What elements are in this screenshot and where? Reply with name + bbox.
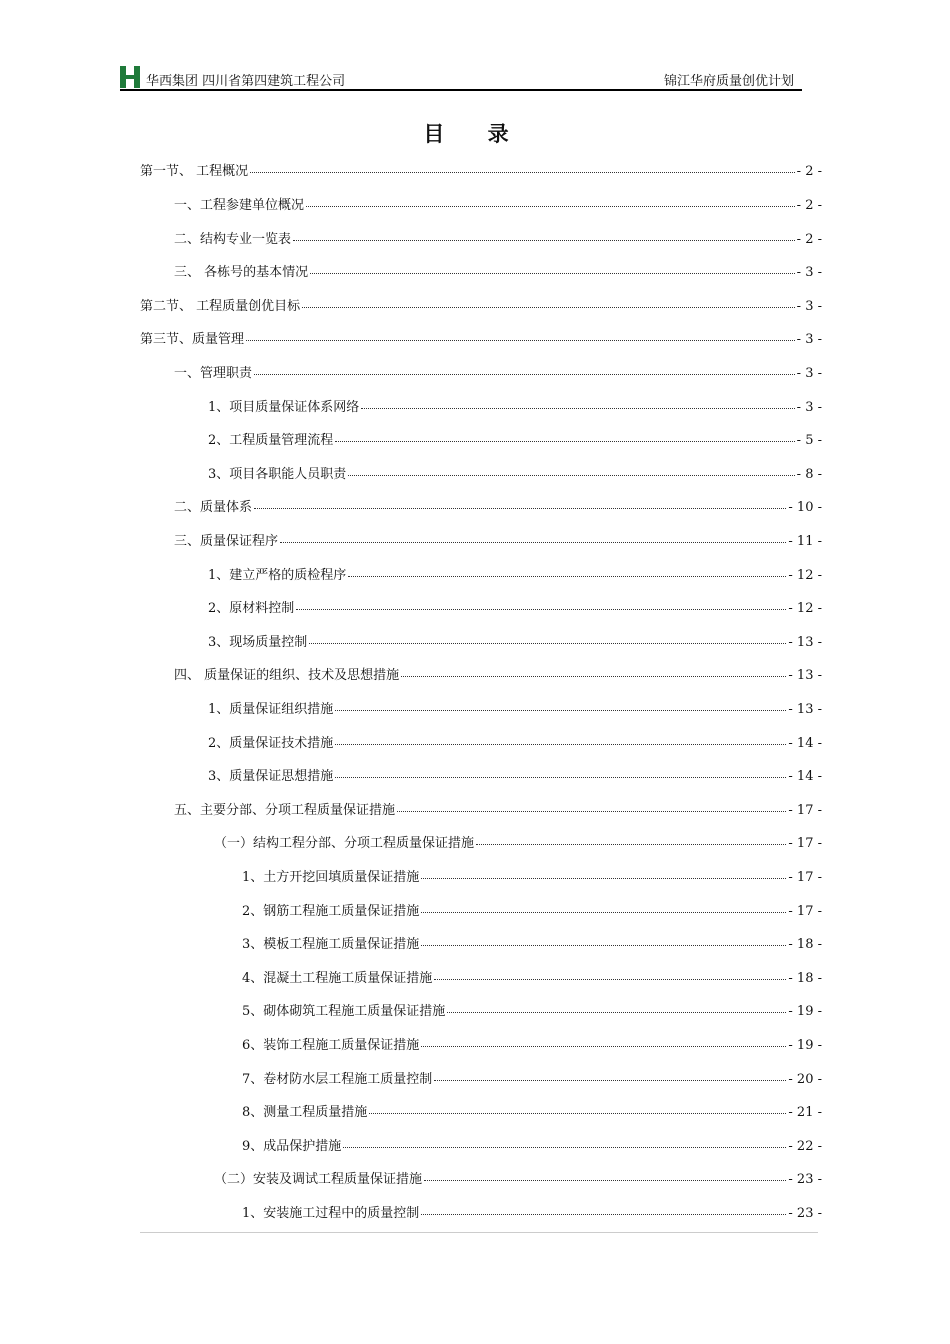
toc-entry[interactable] xyxy=(214,832,822,850)
toc-entry-page: - 3 - xyxy=(796,299,822,314)
toc-entry-page: - 12 - xyxy=(788,601,822,616)
toc-entry-page: - 23 - xyxy=(788,1172,822,1187)
toc-entry-page: - 3 - xyxy=(796,400,822,415)
toc-entry-page: - 2 - xyxy=(796,232,822,247)
toc-entry[interactable] xyxy=(242,933,822,951)
toc-leader xyxy=(476,835,786,845)
toc-entry-label: 1、质量保证组织措施 xyxy=(208,702,334,717)
toc-entry-page: - 2 - xyxy=(796,198,822,213)
toc-entry-page: - 23 - xyxy=(788,1206,822,1221)
toc-entry[interactable] xyxy=(242,900,822,918)
toc-leader xyxy=(421,903,786,913)
toc-entry-label: 三、 各栋号的基本情况 xyxy=(174,265,309,280)
page-bottom-divider xyxy=(140,1232,818,1233)
toc-entry-label: 一、管理职责 xyxy=(174,366,253,381)
toc-entry[interactable] xyxy=(242,1101,822,1119)
toc-leader xyxy=(254,499,786,509)
toc-entry[interactable] xyxy=(208,698,822,716)
toc-leader xyxy=(434,970,786,980)
toc-entry-label: 5、砌体砌筑工程施工质量保证措施 xyxy=(242,1004,446,1019)
toc-entry-label: 第一节、 工程概况 xyxy=(140,164,249,179)
toc-entry-page: - 8 - xyxy=(796,467,822,482)
toc-entry-page: - 17 - xyxy=(788,803,822,818)
toc-entry[interactable] xyxy=(140,328,822,346)
toc-leader xyxy=(369,1104,786,1114)
toc-leader xyxy=(421,936,786,946)
toc-entry[interactable] xyxy=(208,396,822,414)
toc-entry-page: - 17 - xyxy=(788,870,822,885)
toc-leader xyxy=(293,231,795,241)
toc-entry-label: 3、模板工程施工质量保证措施 xyxy=(242,937,420,952)
toc-leader xyxy=(306,197,795,207)
toc-entry[interactable] xyxy=(242,1068,822,1086)
toc-entry-label: 9、成品保护措施 xyxy=(242,1139,342,1154)
toc-entry[interactable] xyxy=(174,496,822,514)
toc-entry-label: 6、装饰工程施工质量保证措施 xyxy=(242,1038,420,1053)
toc-entry[interactable] xyxy=(208,429,822,447)
toc-entry-label: 7、卷材防水层工程施工质量控制 xyxy=(242,1072,433,1087)
toc-entry-label: 2、钢筋工程施工质量保证措施 xyxy=(242,904,420,919)
toc-entry-page: - 3 - xyxy=(796,366,822,381)
toc-entry[interactable] xyxy=(208,564,822,582)
toc-leader xyxy=(254,365,795,375)
toc-entry-label: 二、质量体系 xyxy=(174,500,253,515)
toc-entry-label: （一）结构工程分部、分项工程质量保证措施 xyxy=(214,836,475,851)
toc-entry-label: 4、混凝土工程施工质量保证措施 xyxy=(242,971,433,986)
toc-leader xyxy=(447,1003,786,1013)
toc-leader xyxy=(421,869,786,879)
toc-entry[interactable] xyxy=(174,228,822,246)
toc-entry-label: 第三节、质量管理 xyxy=(140,332,245,347)
toc-entry[interactable] xyxy=(242,1135,822,1153)
toc-entry-page: - 2 - xyxy=(796,164,822,179)
toc-leader xyxy=(424,1171,786,1181)
toc-entry[interactable] xyxy=(242,1000,822,1018)
toc-entry-label: 1、建立严格的质检程序 xyxy=(208,568,347,583)
toc-leader xyxy=(335,701,786,711)
toc-entry-label: 五、主要分部、分项工程质量保证措施 xyxy=(174,803,396,818)
toc-entry[interactable] xyxy=(214,1168,822,1186)
toc-entry[interactable] xyxy=(140,160,822,178)
toc-entry-label: 2、原材料控制 xyxy=(208,601,295,616)
toc-entry-page: - 18 - xyxy=(788,971,822,986)
toc-leader xyxy=(250,163,795,173)
toc-entry-page: - 11 - xyxy=(788,534,822,549)
toc-entry-page: - 13 - xyxy=(788,702,822,717)
toc-leader xyxy=(296,600,786,610)
toc-entry[interactable] xyxy=(208,597,822,615)
toc-entry-page: - 21 - xyxy=(788,1105,822,1120)
toc-leader xyxy=(348,567,786,577)
toc-leader xyxy=(401,667,786,677)
toc-title: 目 录 xyxy=(423,121,527,146)
toc-leader xyxy=(348,466,794,476)
toc-entry-label: 第二节、 工程质量创优目标 xyxy=(140,299,301,314)
toc-entry[interactable] xyxy=(242,866,822,884)
toc-entry-label: 四、 质量保证的组织、技术及思想措施 xyxy=(174,668,400,683)
toc-entry[interactable] xyxy=(208,631,822,649)
toc-entry-page: - 5 - xyxy=(796,433,822,448)
toc-leader xyxy=(421,1037,786,1047)
toc-entry-page: - 22 - xyxy=(788,1139,822,1154)
toc-entry-page: - 14 - xyxy=(788,769,822,784)
toc-leader xyxy=(397,802,786,812)
toc-leader xyxy=(335,735,786,745)
toc-leader xyxy=(246,331,795,341)
toc-entry-page: - 10 - xyxy=(788,500,822,515)
toc-leader xyxy=(421,1205,786,1215)
toc-entry-page: - 20 - xyxy=(788,1072,822,1087)
toc-entry[interactable] xyxy=(174,362,822,380)
toc-entry-page: - 19 - xyxy=(788,1004,822,1019)
toc-entry[interactable] xyxy=(174,530,822,548)
toc-entry-page: - 13 - xyxy=(788,635,822,650)
toc-entry-label: 三、质量保证程序 xyxy=(174,534,279,549)
toc-entry-label: 一、工程参建单位概况 xyxy=(174,198,305,213)
toc-entry-page: - 18 - xyxy=(788,937,822,952)
toc-entry[interactable] xyxy=(242,967,822,985)
toc-leader xyxy=(302,298,795,308)
toc-entry[interactable] xyxy=(174,194,822,212)
toc-leader xyxy=(343,1138,786,1148)
toc-entry-label: 二、结构专业一览表 xyxy=(174,232,292,247)
toc-entry-label: 1、安装施工过程中的质量控制 xyxy=(242,1206,420,1221)
toc-entry-page: - 14 - xyxy=(788,736,822,751)
toc-entry[interactable] xyxy=(208,765,822,783)
toc-entry-label: 3、现场质量控制 xyxy=(208,635,308,650)
toc-entry-label: 1、土方开挖回填质量保证措施 xyxy=(242,870,420,885)
toc-entry[interactable] xyxy=(140,295,822,313)
toc-leader xyxy=(361,399,794,409)
toc-entry-label: 3、项目各职能人员职责 xyxy=(208,467,347,482)
toc-entry[interactable] xyxy=(174,664,822,682)
toc-leader xyxy=(335,768,786,778)
toc-entry[interactable] xyxy=(174,799,822,817)
toc-entry-page: - 17 - xyxy=(788,836,822,851)
toc-entry-label: 3、质量保证思想措施 xyxy=(208,769,334,784)
toc-leader xyxy=(280,533,786,543)
toc-entry-label: 8、测量工程质量措施 xyxy=(242,1105,368,1120)
toc-leader xyxy=(434,1071,786,1081)
toc-entry-label: 1、项目质量保证体系网络 xyxy=(208,400,360,415)
toc-entry-label: （二）安装及调试工程质量保证措施 xyxy=(214,1172,423,1187)
toc-entry-page: - 12 - xyxy=(788,568,822,583)
header-document-title: 锦江华府质量创优计划 xyxy=(663,74,794,89)
toc-entry-label: 2、工程质量管理流程 xyxy=(208,433,334,448)
toc-entry[interactable] xyxy=(208,732,822,750)
toc-entry[interactable] xyxy=(208,463,822,481)
toc-entry-page: - 17 - xyxy=(788,904,822,919)
toc-entry-page: - 13 - xyxy=(788,668,822,683)
toc-entry[interactable] xyxy=(242,1202,822,1220)
toc-entry[interactable] xyxy=(174,261,822,279)
toc-entry-page: - 19 - xyxy=(788,1038,822,1053)
toc-entry-label: 2、质量保证技术措施 xyxy=(208,736,334,751)
toc-leader xyxy=(309,634,786,644)
toc-leader xyxy=(310,264,795,274)
toc-entry[interactable] xyxy=(242,1034,822,1052)
toc-leader xyxy=(335,432,794,442)
toc-entry-page: - 3 - xyxy=(796,332,822,347)
toc-entry-page: - 3 - xyxy=(796,265,822,280)
header-company: 华西集团 四川省第四建筑工程公司 xyxy=(146,74,346,89)
